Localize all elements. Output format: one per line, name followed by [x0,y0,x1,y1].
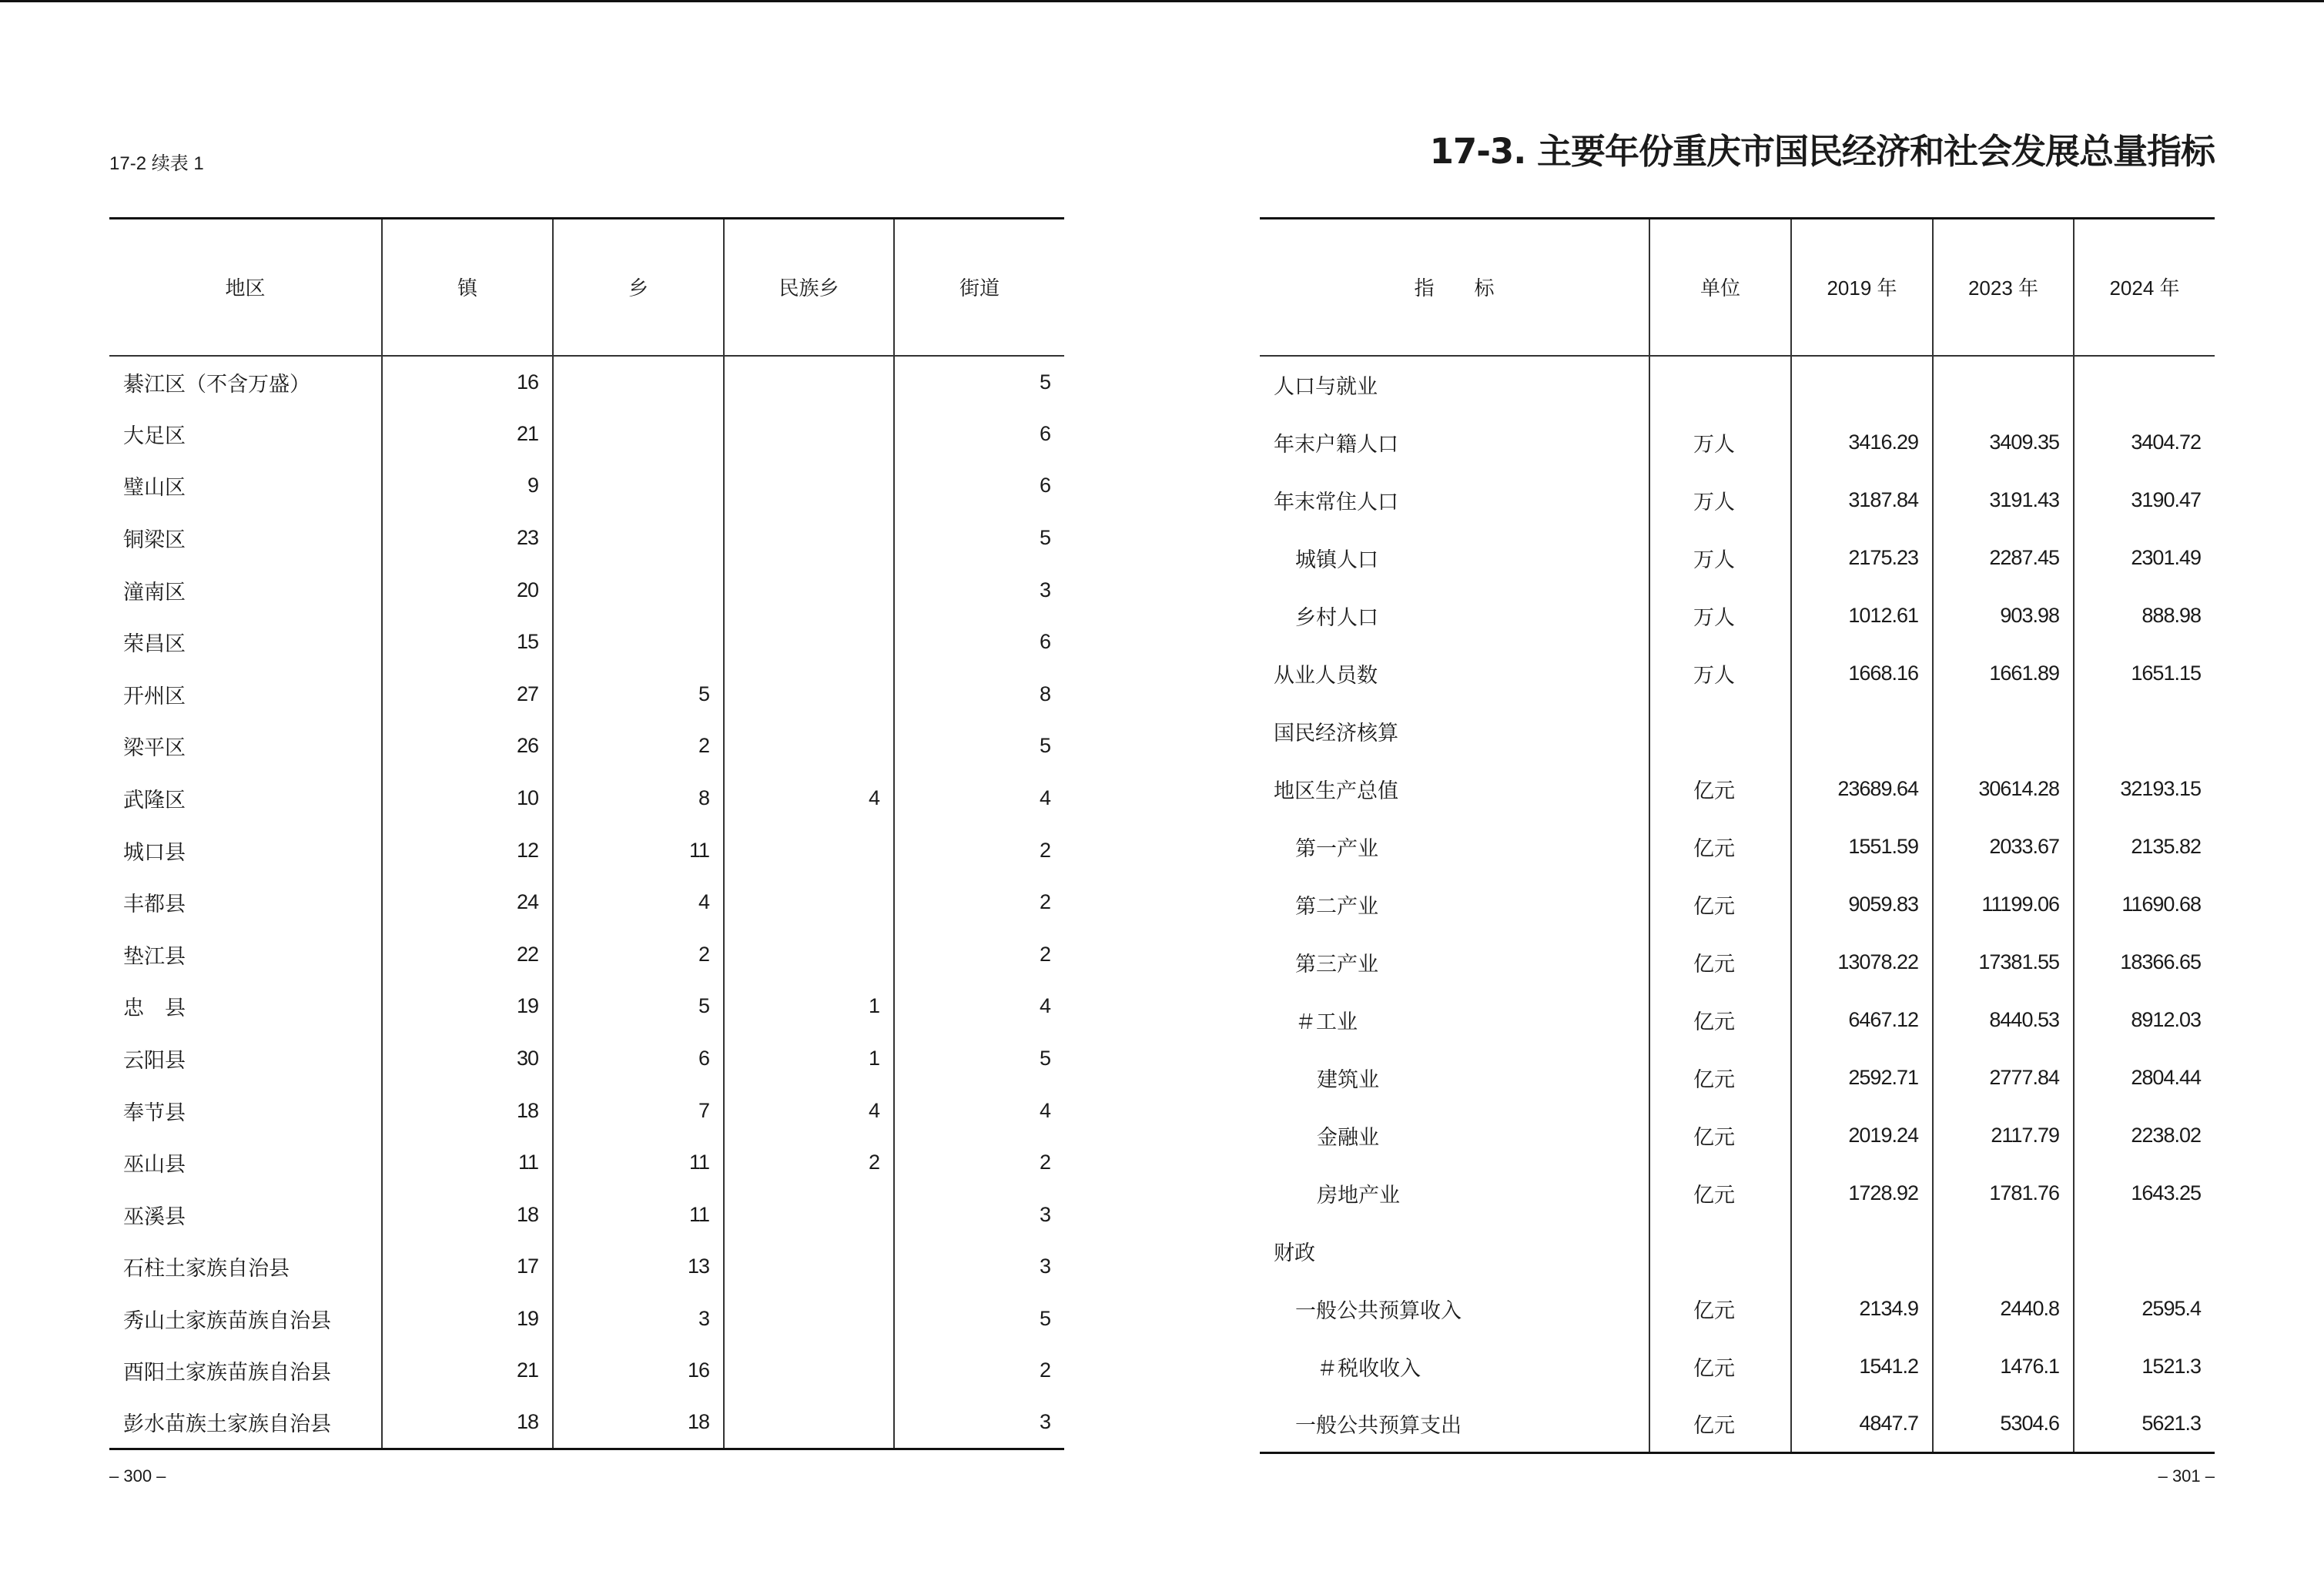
ethnic-township-count: 1 [724,1033,894,1085]
ethnic-township-count [724,1345,894,1397]
street-count: 3 [894,1397,1064,1449]
table-row [1260,1222,2215,1280]
value-2023: 2033.67 [1933,818,2074,876]
region-name: 大足区 [123,424,186,448]
table-row [109,1084,1064,1137]
region-name: 石柱土家族自治县 [123,1257,290,1281]
right-page [1260,0,2215,1588]
ethnic-township-count [724,356,894,408]
value-2023: 3191.43 [1933,471,2074,529]
value-2023: 903.98 [1933,587,2074,645]
table-row [1260,414,2215,471]
value-2019: 1551.59 [1791,818,1933,876]
indicator-name: 一般公共预算支出 [1260,1395,1649,1453]
ethnic-township-count [724,1293,894,1345]
ethnic-township-count [724,616,894,668]
table-row [1260,587,2215,645]
township-count: 6 [553,1033,724,1085]
table-row [109,1241,1064,1293]
table-row [109,512,1064,565]
indicator-name: 国民经济核算 [1274,721,1398,745]
header-2024: 2024 年 [2074,219,2215,356]
table-row [109,1188,1064,1241]
town-count: 19 [382,980,553,1033]
region-name: 丰都县 [123,893,186,917]
value-2024: 2135.82 [2074,818,2215,876]
ethnic-township-count: 4 [724,772,894,825]
street-count: 2 [894,928,1064,980]
town-count: 18 [382,1397,553,1449]
table-row [109,824,1064,876]
ethnic-township-count [724,1397,894,1449]
street-count: 8 [894,668,1064,720]
value-2024 [2074,1222,2215,1280]
table-row [109,1033,1064,1085]
region-name: 城口县 [123,840,186,865]
value-2023: 17381.55 [1933,933,2074,991]
indicator-name: 地区生产总值 [1274,779,1398,803]
table-row [109,460,1064,512]
table-row [1260,876,2215,933]
value-2024: 2595.4 [2074,1280,2215,1338]
value-2023: 2777.84 [1933,1049,2074,1107]
value-2019: 1012.61 [1791,587,1933,645]
table-row [109,616,1064,668]
unit [1649,356,1791,414]
header-2023: 2023 年 [1933,219,2074,356]
town-count: 11 [382,1137,553,1189]
town-count: 19 [382,1293,553,1345]
value-2023: 1781.76 [1933,1164,2074,1222]
value-2024: 888.98 [2074,587,2215,645]
town-count: 22 [382,928,553,980]
ethnic-township-count: 2 [724,1137,894,1189]
street-count: 4 [894,980,1064,1033]
unit: 万人 [1649,471,1791,529]
value-2024: 2301.49 [2074,529,2215,587]
unit [1649,702,1791,760]
street-count: 2 [894,1345,1064,1397]
unit [1649,1222,1791,1280]
street-count: 3 [894,1241,1064,1293]
region-name: 璧山区 [123,476,186,501]
township-count-table [109,217,1064,1450]
value-2023: 1476.1 [1933,1338,2074,1395]
table-row [1260,991,2215,1049]
indicator-name: 人口与就业 [1274,375,1378,399]
table-row [109,772,1064,825]
indicator-name: 金融业 [1317,1125,1379,1150]
value-2019: 2019.24 [1791,1107,1933,1164]
town-count: 10 [382,772,553,825]
street-count: 3 [894,564,1064,616]
indicator-name: 年末户籍人口 [1274,432,1398,457]
ethnic-township-count [724,512,894,565]
indicator-name: 年末常住人口 [1274,490,1398,514]
unit: 亿元 [1649,760,1791,818]
street-count: 2 [894,1137,1064,1189]
header-indicator: 指 标 [1260,219,1649,356]
value-2019: 3187.84 [1791,471,1933,529]
region-name: 巫溪县 [123,1204,186,1229]
region-name: 云阳县 [123,1048,186,1073]
table-row [1260,1280,2215,1338]
value-2023 [1933,702,2074,760]
header-unit: 单位 [1649,219,1791,356]
region-name: 酉阳土家族苗族自治县 [123,1361,331,1385]
region-name: 忠 县 [123,997,186,1021]
value-2019: 9059.83 [1791,876,1933,933]
town-count: 27 [382,668,553,720]
ethnic-township-count: 1 [724,980,894,1033]
township-count: 2 [553,928,724,980]
table-row [1260,1049,2215,1107]
value-2019 [1791,1222,1933,1280]
unit: 亿元 [1649,1338,1791,1395]
street-count: 5 [894,1033,1064,1085]
street-count: 3 [894,1188,1064,1241]
street-count: 5 [894,356,1064,408]
town-count: 17 [382,1241,553,1293]
value-2023: 2287.45 [1933,529,2074,587]
region-name: 梁平区 [123,736,186,761]
indicator-name: 第二产业 [1295,894,1378,919]
region-name: 荣昌区 [123,632,186,657]
town-count: 9 [382,460,553,512]
value-2019: 4847.7 [1791,1395,1933,1453]
township-count [553,616,724,668]
value-2024: 5621.3 [2074,1395,2215,1453]
region-name: 武隆区 [123,788,186,812]
value-2019: 6467.12 [1791,991,1933,1049]
unit: 亿元 [1649,1395,1791,1453]
page-number-left: – 300 – [109,1466,166,1486]
table-row [1260,471,2215,529]
street-count: 6 [894,408,1064,461]
table-row [1260,1164,2215,1222]
ethnic-township-count [724,564,894,616]
region-name: 铜梁区 [123,528,186,552]
town-count: 21 [382,408,553,461]
value-2024: 1643.25 [2074,1164,2215,1222]
table-row [109,408,1064,461]
region-name: 垫江县 [123,944,186,969]
unit: 亿元 [1649,1107,1791,1164]
town-count: 30 [382,1033,553,1085]
table-row [109,928,1064,980]
value-2024: 18366.65 [2074,933,2215,991]
table-row [1260,529,2215,587]
value-2023: 5304.6 [1933,1395,2074,1453]
value-2024: 32193.15 [2074,760,2215,818]
township-count: 2 [553,720,724,772]
indicator-name: 城镇人口 [1295,548,1378,572]
ethnic-township-count [724,668,894,720]
value-2024: 3190.47 [2074,471,2215,529]
value-2023: 11199.06 [1933,876,2074,933]
town-count: 26 [382,720,553,772]
indicator-name: 建筑业 [1317,1067,1379,1092]
street-count: 5 [894,1293,1064,1345]
township-count: 5 [553,668,724,720]
value-2023: 2117.79 [1933,1107,2074,1164]
street-count: 6 [894,460,1064,512]
indicator-name: 房地产业 [1317,1183,1400,1208]
value-2019: 2134.9 [1791,1280,1933,1338]
ethnic-township-count [724,1241,894,1293]
table-row [1260,356,2215,414]
township-count: 11 [553,1188,724,1241]
township-count: 18 [553,1397,724,1449]
indicator-name: ＃税收收入 [1317,1356,1421,1381]
unit: 亿元 [1649,818,1791,876]
value-2023: 3409.35 [1933,414,2074,471]
township-count: 16 [553,1345,724,1397]
table-row [1260,1107,2215,1164]
town-count: 15 [382,616,553,668]
value-2024 [2074,356,2215,414]
header-township: 乡 [553,219,724,356]
table-body [1260,356,2215,1453]
left-page [109,0,1064,1588]
region-name: 秀山土家族苗族自治县 [123,1308,331,1333]
value-2024: 2238.02 [2074,1107,2215,1164]
header-street: 街道 [894,219,1064,356]
ethnic-township-count [724,720,894,772]
value-2019: 1668.16 [1791,645,1933,702]
value-2023: 8440.53 [1933,991,2074,1049]
indicator-name: 第三产业 [1295,952,1378,977]
ethnic-township-count [724,408,894,461]
table-body [109,356,1064,1449]
town-count: 21 [382,1345,553,1397]
indicator-name: 一般公共预算收入 [1295,1298,1462,1323]
street-count: 5 [894,720,1064,772]
table-row [1260,933,2215,991]
table-row [1260,702,2215,760]
unit: 万人 [1649,529,1791,587]
value-2019: 13078.22 [1791,933,1933,991]
table-row [109,356,1064,408]
township-count: 4 [553,876,724,929]
region-name: 开州区 [123,684,186,709]
township-count [553,408,724,461]
table-row [1260,1338,2215,1395]
value-2023 [1933,356,2074,414]
township-count: 3 [553,1293,724,1345]
region-name: 巫山县 [123,1153,186,1178]
header-2019: 2019 年 [1791,219,1933,356]
value-2024: 2804.44 [2074,1049,2215,1107]
value-2023: 2440.8 [1933,1280,2074,1338]
township-count [553,564,724,616]
page-number-right: – 301 – [2158,1466,2215,1486]
town-count: 24 [382,876,553,929]
table-row [109,668,1064,720]
value-2023: 1661.89 [1933,645,2074,702]
region-name: 奉节县 [123,1101,186,1125]
town-count: 16 [382,356,553,408]
value-2019: 3416.29 [1791,414,1933,471]
township-count [553,460,724,512]
township-count [553,512,724,565]
table-row [109,1137,1064,1189]
township-count: 13 [553,1241,724,1293]
region-name: 潼南区 [123,580,186,605]
township-count: 7 [553,1084,724,1137]
unit: 亿元 [1649,933,1791,991]
indicator-name: 乡村人口 [1295,605,1378,630]
unit: 亿元 [1649,876,1791,933]
value-2019 [1791,702,1933,760]
street-count: 2 [894,876,1064,929]
page-title: 17-3. 主要年份重庆市国民经济和社会发展总量指标 [1429,131,2215,172]
table-row [1260,1395,2215,1453]
unit: 亿元 [1649,991,1791,1049]
township-count: 5 [553,980,724,1033]
value-2024: 3404.72 [2074,414,2215,471]
unit: 万人 [1649,587,1791,645]
table-subtitle: 17-2 续表 1 [109,153,204,174]
value-2019: 23689.64 [1791,760,1933,818]
indicator-name: ＃工业 [1295,1010,1358,1034]
indicator-name: 财政 [1274,1241,1315,1265]
unit: 万人 [1649,645,1791,702]
table-row [109,980,1064,1033]
table-row [109,1293,1064,1345]
township-count: 8 [553,772,724,825]
street-count: 2 [894,824,1064,876]
value-2024 [2074,702,2215,760]
table-row [109,1397,1064,1449]
unit: 万人 [1649,414,1791,471]
town-count: 18 [382,1084,553,1137]
value-2024: 1651.15 [2074,645,2215,702]
ethnic-township-count [724,1188,894,1241]
town-count: 23 [382,512,553,565]
table-row [109,876,1064,929]
value-2019: 2175.23 [1791,529,1933,587]
street-count: 6 [894,616,1064,668]
value-2024: 1521.3 [2074,1338,2215,1395]
town-count: 20 [382,564,553,616]
ethnic-township-count [724,876,894,929]
table-row [109,564,1064,616]
ethnic-township-count [724,928,894,980]
table-header-row [1260,219,2215,356]
unit: 亿元 [1649,1280,1791,1338]
header-region: 地区 [109,219,382,356]
table-row [1260,818,2215,876]
table-row [1260,760,2215,818]
economic-indicators-table [1260,217,2215,1454]
value-2023 [1933,1222,2074,1280]
table-row [1260,645,2215,702]
street-count: 4 [894,1084,1064,1137]
indicator-name: 从业人员数 [1274,663,1378,688]
table-header-row [109,219,1064,356]
header-ethnic-township: 民族乡 [724,219,894,356]
value-2023: 30614.28 [1933,760,2074,818]
header-town: 镇 [382,219,553,356]
value-2019: 1728.92 [1791,1164,1933,1222]
street-count: 4 [894,772,1064,825]
township-count: 11 [553,1137,724,1189]
value-2019 [1791,356,1933,414]
unit: 亿元 [1649,1049,1791,1107]
value-2019: 2592.71 [1791,1049,1933,1107]
region-name: 彭水苗族土家族自治县 [109,1397,382,1449]
town-count: 18 [382,1188,553,1241]
street-count: 5 [894,512,1064,565]
ethnic-township-count [724,824,894,876]
township-count [553,356,724,408]
value-2019: 1541.2 [1791,1338,1933,1395]
region-name: 綦江区（不含万盛） [123,372,310,397]
indicator-name: 第一产业 [1295,836,1378,861]
value-2024: 11690.68 [2074,876,2215,933]
ethnic-township-count: 4 [724,1084,894,1137]
unit: 亿元 [1649,1164,1791,1222]
table-row [109,1345,1064,1397]
town-count: 12 [382,824,553,876]
value-2024: 8912.03 [2074,991,2215,1049]
township-count: 11 [553,824,724,876]
ethnic-township-count [724,460,894,512]
table-row [109,720,1064,772]
